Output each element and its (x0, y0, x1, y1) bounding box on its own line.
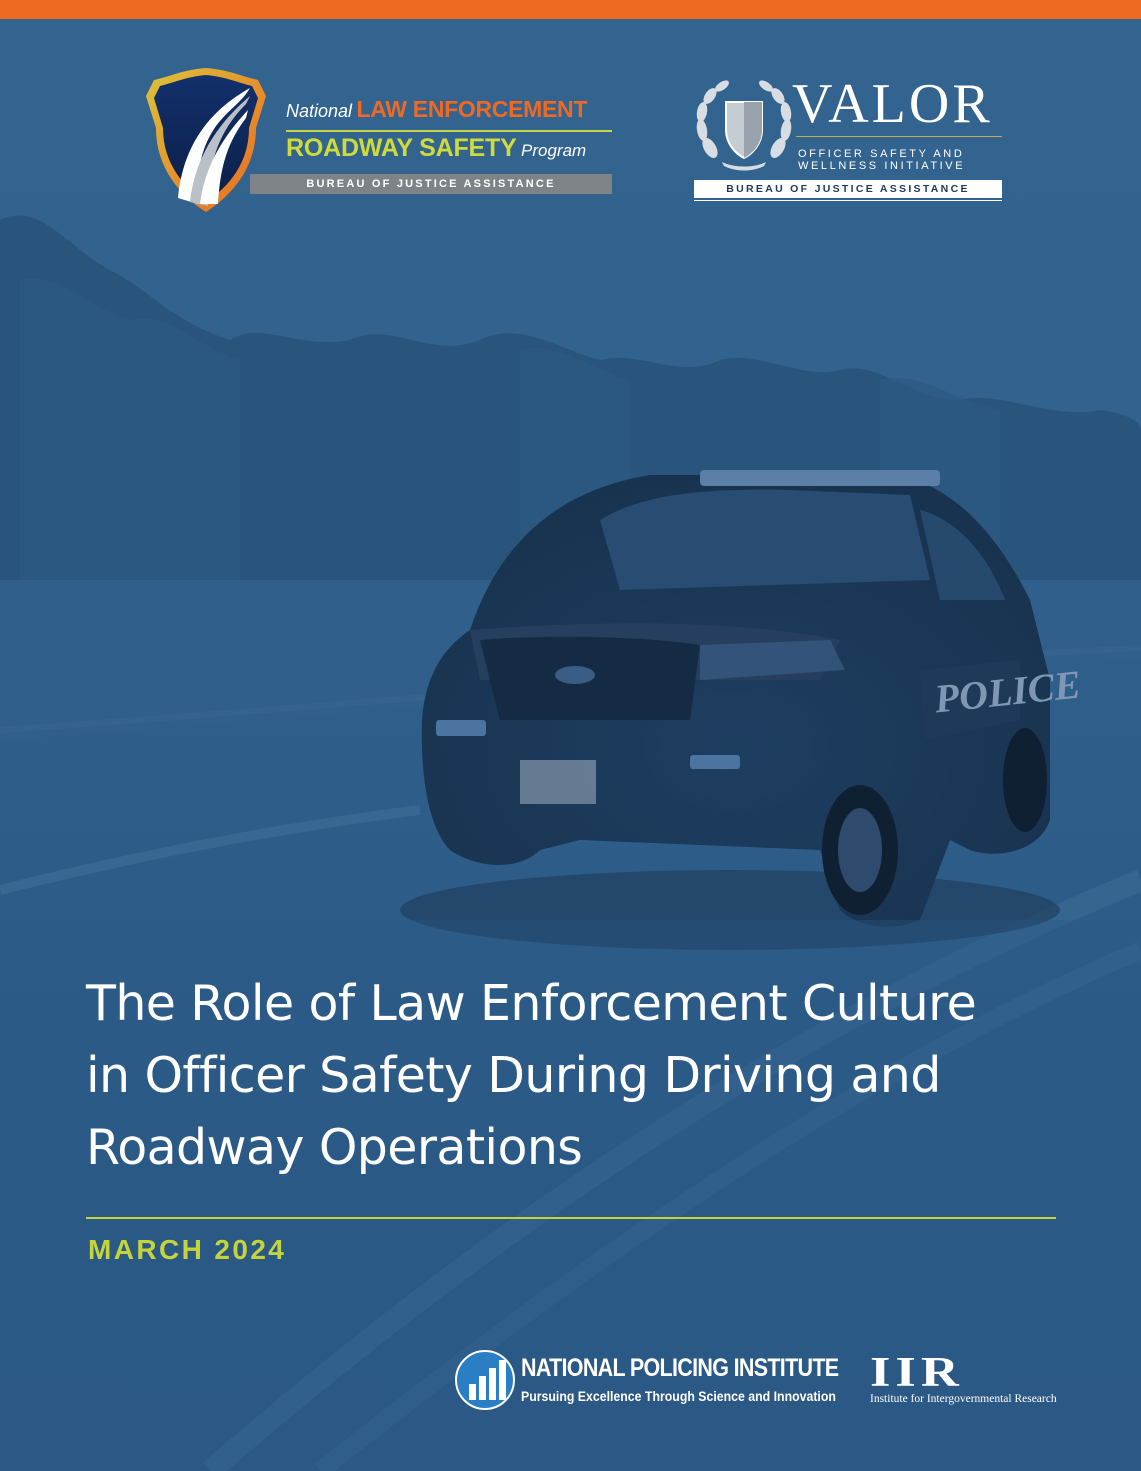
valor-wordmark: VALOR (792, 73, 993, 135)
nle-roadway-safety-logo (138, 66, 614, 214)
valor-bja-banner: BUREAU OF JUSTICE ASSISTANCE (694, 180, 1002, 198)
npi-name: NATIONAL POLICING INSTITUTE (521, 1354, 839, 1382)
nle-national: National (286, 101, 353, 121)
publication-date: MARCH 2024 (88, 1234, 287, 1265)
valor-divider (796, 136, 1002, 137)
valor-banner-underline (694, 200, 1002, 201)
npi-logo (455, 1350, 840, 1412)
valor-subtitle-line-2: WELLNESS INITIATIVE (798, 160, 966, 172)
title-line-1: The Role of Law Enforcement Culture (86, 975, 977, 1032)
report-title (86, 968, 1066, 1184)
nle-roadway-safety: ROADWAY SAFETY (286, 134, 517, 162)
nle-program: Program (521, 141, 587, 160)
nle-bja-banner: BUREAU OF JUSTICE ASSISTANCE (250, 174, 612, 194)
iir-name: Institute for Intergovernmental Research (870, 1393, 1057, 1405)
date-divider (86, 1217, 1056, 1219)
iir-logo (866, 1352, 1062, 1408)
orange-stripe (0, 0, 1141, 19)
nle-divider (286, 130, 612, 132)
laurel-shield-icon (692, 78, 796, 174)
title-line-3: Roadway Operations (86, 1119, 583, 1176)
title-line-2: in Officer Safety During Driving and (86, 1047, 941, 1104)
npi-bar-chart-icon (455, 1350, 515, 1410)
nle-logo-text (286, 96, 616, 126)
valor-subtitle (798, 148, 1008, 172)
top-accent-bar (0, 0, 1141, 20)
valor-subtitle-line-1: OFFICER SAFETY AND (798, 148, 965, 160)
vehicle-door-text: POLICE (932, 661, 1084, 722)
nle-line-1 (286, 96, 616, 126)
iir-wordmark: IIR (870, 1350, 964, 1396)
nle-line-2 (286, 134, 586, 163)
nle-law-enforcement: LAW ENFORCEMENT (356, 96, 588, 122)
valor-logo (692, 73, 1006, 204)
npi-tagline: Pursuing Excellence Through Science and Innovation (521, 1388, 836, 1404)
